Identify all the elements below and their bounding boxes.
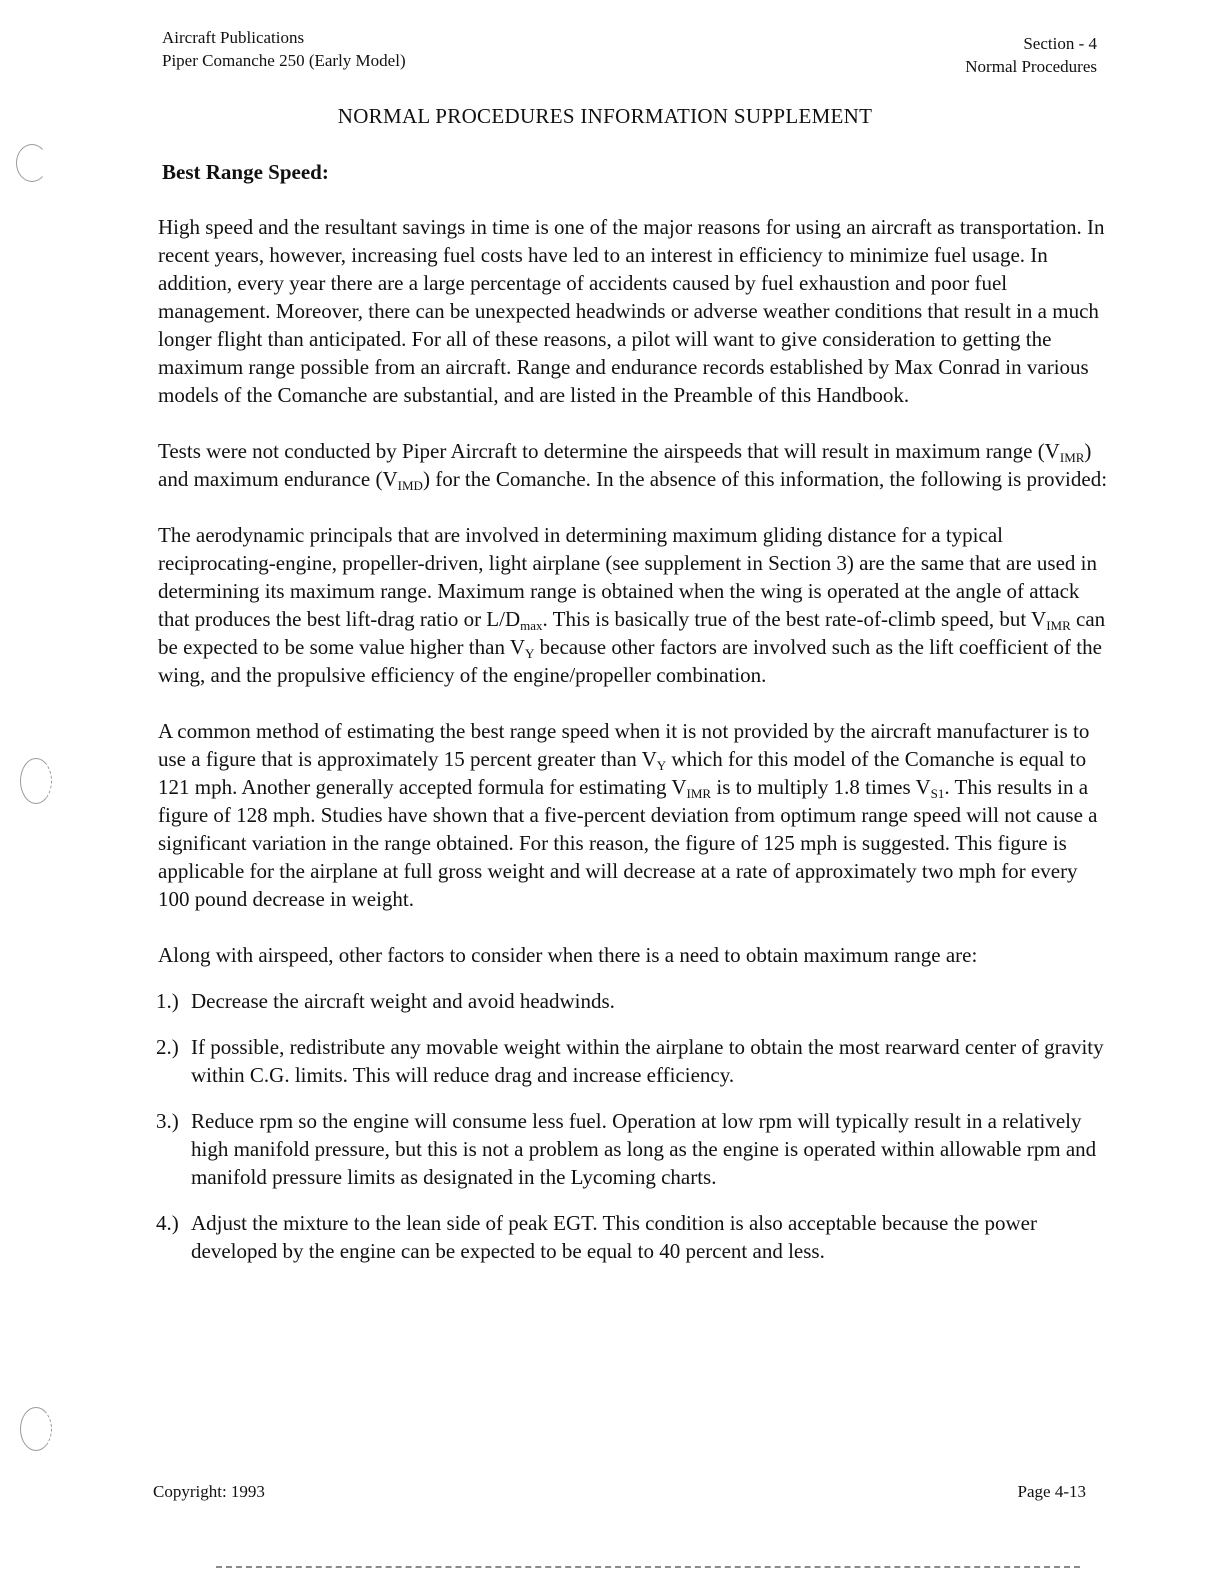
page-title: NORMAL PROCEDURES INFORMATION SUPPLEMENT <box>337 104 873 128</box>
list-item <box>158 1033 1108 1089</box>
paragraph: High speed and the resultant savings in time is one of the major reasons for using an aircraft as transportation. In recent years, however, increasing fuel costs have led to an interest in efficiency to minimize fuel usage. In addition, every year there are a large percentage of accidents caused by fuel exhaustion and poor fuel management. Moreover, there can be unexpected headwinds or adverse weather conditions that result in a much longer flight than anticipated. For all of these reasons, a pilot will want to give consideration to getting the maximum range possible from an aircraft. Range and endurance records established by Max Conrad in various models of the Comanche are substantial, and are listed in the Preamble of this Handbook. <box>158 215 1105 407</box>
list-number: 2.) <box>156 1035 179 1059</box>
punch-hole-mark <box>20 758 52 804</box>
list-number: 3.) <box>156 1109 179 1133</box>
list-number: 4.) <box>156 1211 179 1235</box>
header-left <box>162 26 406 72</box>
list-text: Adjust the mixture to the lean side of peak EGT. This condition is also acceptable because the power developed by the engine can be expected to be equal to 40 percent and less. <box>191 1211 1037 1263</box>
list-number: 1.) <box>156 989 179 1013</box>
list-item <box>158 1209 1108 1265</box>
document-body <box>158 213 1108 1283</box>
section-name: Normal Procedures <box>965 57 1097 76</box>
list-text: If possible, redistribute any movable weight within the airplane to obtain the most rearward center of gravity within C.G. limits. This will reduce drag and increase efficiency. <box>191 1035 1104 1087</box>
list-text: Decrease the aircraft weight and avoid headwinds. <box>191 989 615 1013</box>
list-item <box>158 987 1108 1015</box>
copyright-notice: Copyright: 1993 <box>153 1482 265 1501</box>
paragraph: Tests were not conducted by Piper Aircraft to determine the airspeeds that will result in maximum range $(V_{IMR})$ and maximum endurance $(V_{IMD})$ for the Comanche. In the absence of this information, the following is provided: <box>158 439 1108 493</box>
list-item <box>158 1107 1108 1191</box>
publisher-name: Aircraft Publications <box>162 28 305 47</box>
paragraph: A common method of estimating the best range speed when it is not provided by the aircraft manufacturer is to use a figure that is approximately 15 percent greater than $V_Y$ which for this model of the Comanche is equal to 121 mph. Another generally accepted formula for estimating $V_{IMR}$ is to multiply 1.8 times $V_{S1}$. This results in a figure of 128 mph. Studies have shown that a five-percent deviation from optimum range speed will not cause a significant variation in the range obtained. For this reason, the figure of 125 mph is suggested. This figure is applicable for the airplane at full gross weight and will decrease at a rate of approximately two mph for every 100 pound decrease in weight. <box>158 719 1098 911</box>
header-right <box>965 32 1097 78</box>
punch-hole-mark <box>16 144 48 182</box>
scan-edge-artifact <box>216 1566 1080 1568</box>
list-text: Reduce rpm so the engine will consume less fuel. Operation at low rpm will typically result in a relatively high manifold pressure, but this is not a problem as long as the engine is operated within allowable rpm and manifold pressure limits as designated in the Lycoming charts. <box>191 1109 1097 1189</box>
paragraph: The aerodynamic principals that are involved in determining maximum gliding distance for a typical reciprocating-engine, propeller-driven, light airplane (see supplement in Section 3) are the same that are used in determining its maximum range. Maximum range is obtained when the wing is operated at the angle of attack that produces the best lift-drag ratio or $L/D_{max}$. This is basically true of the best rate-of-climb speed, but $V_{IMR}$ can be expected to be some value higher than $V_Y$ because other factors are involved such as the lift coefficient of the wing, and the propulsive efficiency of the engine/propeller combination. <box>158 523 1106 687</box>
punch-hole-mark <box>20 1407 52 1451</box>
section-number: Section - 4 <box>1023 34 1097 53</box>
paragraph: Along with airspeed, other factors to consider when there is a need to obtain maximum range are: <box>158 943 978 967</box>
section-subheading: Best Range Speed: <box>162 160 329 184</box>
aircraft-model: Piper Comanche 250 (Early Model) <box>162 51 406 70</box>
page-number: Page 4-13 <box>1017 1482 1086 1501</box>
